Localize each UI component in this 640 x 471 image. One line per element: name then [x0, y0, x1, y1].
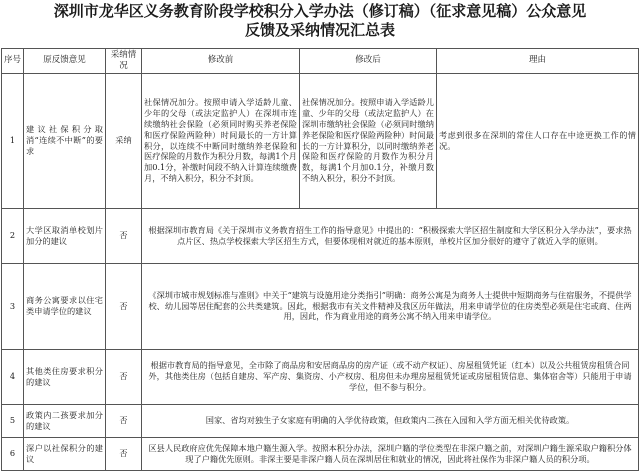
table-row [2, 437, 639, 470]
header-reason: 理由 [437, 49, 639, 74]
table-row [2, 349, 639, 404]
row-no: 1 [2, 73, 24, 208]
header-before: 修改前 [142, 49, 300, 74]
row-adopt: 否 [106, 349, 142, 404]
row-feedback: 商务公寓要求以住宅类申请学位的建议 [24, 263, 106, 349]
row-adopt: 否 [106, 263, 142, 349]
row-reason: 考虑到很多在深圳的常住人口存在中途更换工作的情况。 [437, 73, 639, 208]
row-feedback: 深户以社保积分的建议 [24, 437, 106, 470]
row-adopt: 否 [106, 437, 142, 470]
title-line-2: 反馈及采纳情况汇总表 [244, 21, 395, 39]
header-after: 修改后 [300, 49, 437, 74]
row-no: 3 [2, 263, 24, 349]
row-feedback: 大学区取消单校划片加分的建议 [24, 208, 106, 263]
header-adopt: 采纳情况 [106, 49, 142, 74]
row-adopt: 采纳 [106, 73, 142, 208]
title-line-1: 深圳市龙华区义务教育阶段学校积分入学办法（修订稿）（征求意见稿）公众意见 [53, 2, 587, 20]
row-feedback: 其他类住房要求积分的建议 [24, 349, 106, 404]
row-after: 社保情况加分。按照申请入学适龄儿童、少年的父母（或法定监护人）在深圳市缴纳社会保险（必须同时缴纳养老保险和医疗保险两险种）时间最长的一方计算积分，以同时缴纳养老保险和医疗保险的月数作为积分月数，每满1个月加0.1分，补缴月数不纳入积分，积分不封顶。 [300, 73, 437, 208]
table-row [2, 404, 639, 437]
header-no: 序号 [2, 49, 24, 74]
row-explanation: 国家、省均对独生子女家庭有明确的入学优待政策，但政策内二孩在入园和入学方面无相关优待政策。 [142, 404, 639, 437]
row-feedback: 政策内二孩要求加分的建议 [24, 404, 106, 437]
row-before: 社保情况加分。按照申请入学适龄儿童、少年的父母（或法定监护人）在深圳市连续缴纳社会保险（必须同时购买养老保险和医疗保险两险种）时间最长的一方计算积分，以连续不中断同时缴纳养老保险和医疗保险的月数作为积分月数，每满1个月加0.1分，补缴时间段不纳入计算连续缴费月，不纳入积分，积分不封顶。 [142, 73, 300, 208]
row-explanation: 《深圳市城市规划标准与准则》中关于“建筑与设施用途分类指引”明确：商务公寓是为商务人士提供中短期商务与住宿服务，不提供学校、幼儿园等居住配套的公共类建筑。因此，根据我市有关文件精神及我区历年做法，用来申请学位的住房类型必须是住宅或商、住两用，因此，作为商业用途的商务公寓不纳入用来申请学位。 [142, 263, 639, 349]
row-no: 6 [2, 437, 24, 470]
row-no: 5 [2, 404, 24, 437]
row-explanation: 根据深圳市教育局《关于深圳市义务教育招生工作的指导意见》中提出的：“积极探索大学区招生制度和大学区积分入学办法”，要求热点片区、热点学校探索大学区招生方式，但要体现相对就近的基本原则，单校片区加分很好的遵守了就近入学的原则。 [142, 208, 639, 263]
header-feedback: 原反馈意见 [24, 49, 106, 74]
row-explanation: 区县人民政府应优先保障本地户籍生源入学。按照本积分办法，深圳户籍的学位类型在非深户籍之前，对深圳户籍生源采取户籍积分体现了户籍优先原则。非深主要是非深户籍人员在深圳居住和就业的情况，因此将社保作为非深户籍人员的积分项。 [142, 437, 639, 470]
row-explanation: 根据市教育局的指导意见，全市除了商品房和安居商品房的房产证（或不动产权证）、房屋租赁凭证（红本）以及公共租赁房租赁合同外，其他类住房（包括自建房、军产房、集资房、小产权房、租房但未办理房屋租赁凭证或房屋租赁信息、集体宿舍等）只能用于申请学位，但不参与积分。 [142, 349, 639, 404]
table-row [2, 208, 639, 263]
row-feedback: 建议社保积分取消“连续不中断”的要求 [24, 73, 106, 208]
row-no: 2 [2, 208, 24, 263]
feedback-table [1, 48, 639, 471]
table-row [2, 263, 639, 349]
row-no: 4 [2, 349, 24, 404]
table-header-row [2, 49, 639, 74]
row-adopt: 否 [106, 404, 142, 437]
document-title [0, 2, 640, 40]
table-row [2, 73, 639, 208]
row-adopt: 否 [106, 208, 142, 263]
